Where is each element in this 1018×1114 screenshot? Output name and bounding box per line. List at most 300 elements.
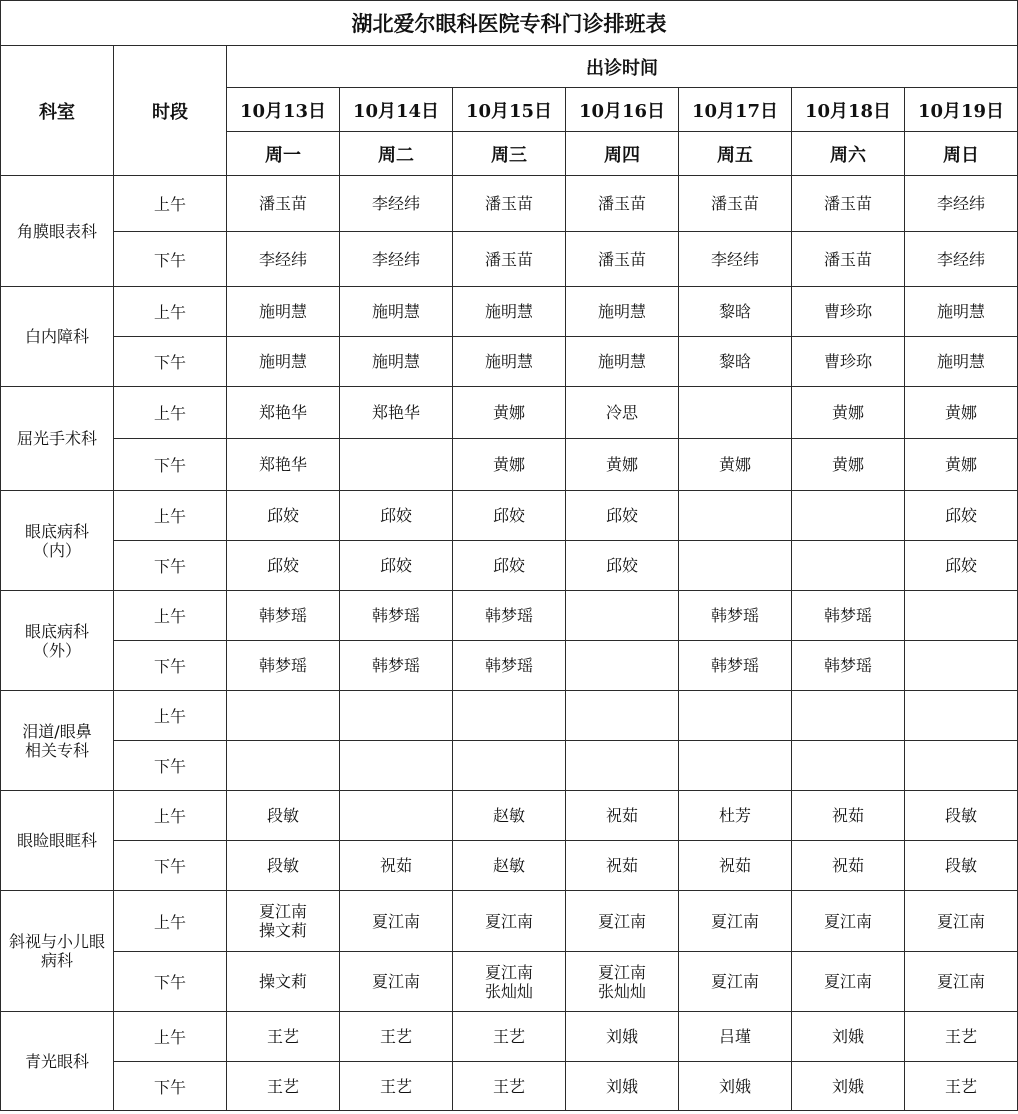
doctor-name: 夏江南 bbox=[597, 962, 646, 982]
doctor-name: 潘玉苗 bbox=[823, 194, 872, 213]
table-row bbox=[1, 891, 1018, 952]
doctor-name: 刘娥 bbox=[718, 1076, 751, 1096]
doctor-name: 夏江南 bbox=[823, 911, 872, 931]
doctor-cell bbox=[566, 841, 679, 891]
department-cell bbox=[1, 387, 114, 491]
period-cell: 上午 bbox=[114, 891, 227, 952]
period-cell: 上午 bbox=[114, 791, 227, 841]
table-row bbox=[1, 541, 1018, 591]
doctor-cell bbox=[679, 387, 792, 439]
doctor-cell bbox=[905, 491, 1018, 541]
doctor-cell bbox=[340, 232, 453, 287]
doctor-cell bbox=[453, 952, 566, 1012]
period-cell: 下午 bbox=[114, 841, 227, 891]
doctor-cell bbox=[679, 287, 792, 337]
doctor-cell bbox=[227, 287, 340, 337]
doctor-name: 刘娥 bbox=[831, 1076, 864, 1096]
doctor-cell bbox=[453, 287, 566, 337]
date-cell: 10月14日 bbox=[340, 88, 453, 132]
doctor-name: 施明慧 bbox=[484, 302, 533, 321]
doctor-cell bbox=[453, 741, 566, 791]
doctor-name: 夏江南 bbox=[710, 972, 759, 991]
doctor-name: 王艺 bbox=[492, 1027, 525, 1046]
doctor-cell bbox=[453, 491, 566, 541]
doctor-cell bbox=[453, 176, 566, 232]
doctor-cell bbox=[679, 541, 792, 591]
table-row bbox=[1, 741, 1018, 791]
doctor-cell bbox=[566, 232, 679, 287]
doctor-name: 段敏 bbox=[945, 806, 978, 825]
doctor-name: 韩梦瑶 bbox=[710, 656, 759, 675]
doctor-cell bbox=[340, 641, 453, 691]
doctor-name: 王艺 bbox=[266, 1027, 299, 1046]
doctor-cell bbox=[566, 541, 679, 591]
doctor-cell bbox=[227, 337, 340, 387]
doctor-name: 祝茹 bbox=[718, 856, 751, 875]
table-row bbox=[1, 287, 1018, 337]
date-cell: 10月18日 bbox=[792, 88, 905, 132]
department-name: 病科 bbox=[40, 951, 73, 970]
period-cell: 上午 bbox=[114, 176, 227, 232]
doctor-cell bbox=[679, 952, 792, 1012]
doctor-name: 邱姣 bbox=[379, 556, 412, 575]
doctor-name: 祝茹 bbox=[605, 806, 638, 825]
doctor-name: 韩梦瑶 bbox=[823, 656, 872, 675]
doctor-name: 夏江南 bbox=[597, 911, 646, 931]
department-name: 斜视与小儿眼 bbox=[8, 932, 105, 951]
doctor-cell bbox=[679, 841, 792, 891]
doctor-cell bbox=[792, 337, 905, 387]
weekday-cell: 周日 bbox=[905, 132, 1018, 176]
doctor-name: 王艺 bbox=[492, 1076, 525, 1096]
doctor-cell bbox=[340, 591, 453, 641]
doctor-name: 施明慧 bbox=[937, 352, 986, 371]
doctor-name: 潘玉苗 bbox=[597, 249, 646, 269]
doctor-name: 段敏 bbox=[266, 806, 299, 825]
doctor-cell bbox=[679, 691, 792, 741]
table-row bbox=[1, 387, 1018, 439]
doctor-cell bbox=[905, 791, 1018, 841]
date-cell: 10月15日 bbox=[453, 88, 566, 132]
doctor-cell bbox=[792, 1062, 905, 1111]
doctor-cell bbox=[340, 691, 453, 741]
doctor-cell bbox=[227, 791, 340, 841]
doctor-cell bbox=[566, 287, 679, 337]
doctor-cell bbox=[227, 841, 340, 891]
doctor-cell bbox=[905, 952, 1018, 1012]
doctor-cell bbox=[453, 541, 566, 591]
doctor-name: 刘娥 bbox=[605, 1027, 638, 1046]
table-row bbox=[1, 591, 1018, 641]
doctor-name: 夏江南 bbox=[371, 911, 420, 931]
department-name: 青光眼科 bbox=[24, 1051, 89, 1071]
weekday-cell: 周五 bbox=[679, 132, 792, 176]
doctor-cell bbox=[227, 641, 340, 691]
doctor-name: 夏江南 bbox=[937, 972, 986, 991]
doctor-name: 夏江南 bbox=[710, 911, 759, 931]
doctor-name: 王艺 bbox=[266, 1076, 299, 1096]
date-cell: 10月16日 bbox=[566, 88, 679, 132]
weekday-cell: 周一 bbox=[227, 132, 340, 176]
doctor-name: 张灿灿 bbox=[597, 981, 646, 1001]
doctor-name: 赵敏 bbox=[492, 806, 525, 825]
doctor-name: 夏江南 bbox=[823, 972, 872, 991]
table-row bbox=[1, 232, 1018, 287]
doctor-cell bbox=[905, 176, 1018, 232]
doctor-cell bbox=[566, 387, 679, 439]
doctor-cell bbox=[340, 791, 453, 841]
doctor-name: 李经纬 bbox=[258, 249, 307, 269]
department-name: （内） bbox=[32, 540, 81, 560]
doctor-name: 夏江南 bbox=[484, 911, 533, 931]
table-row bbox=[1, 337, 1018, 387]
doctor-name: 王艺 bbox=[379, 1027, 412, 1046]
doctor-cell bbox=[227, 491, 340, 541]
doctor-name: 邱姣 bbox=[266, 556, 299, 575]
doctor-name: 邱姣 bbox=[492, 556, 525, 575]
table-row bbox=[1, 491, 1018, 541]
header-row-1 bbox=[1, 46, 1018, 88]
period-header: 时段 bbox=[114, 46, 227, 176]
department-name: 眼睑眼眶科 bbox=[16, 831, 97, 850]
weekday-cell: 周六 bbox=[792, 132, 905, 176]
doctor-name: 潘玉苗 bbox=[258, 194, 307, 213]
doctor-name: 邱姣 bbox=[945, 556, 978, 575]
doctor-cell bbox=[453, 337, 566, 387]
doctor-name: 黄娜 bbox=[605, 455, 638, 474]
doctor-name: 夏江南 bbox=[484, 962, 533, 982]
doctor-name: 黎晗 bbox=[718, 352, 751, 371]
doctor-cell bbox=[227, 541, 340, 591]
period-cell: 下午 bbox=[114, 439, 227, 491]
period-cell: 上午 bbox=[114, 1012, 227, 1062]
department-cell bbox=[1, 891, 114, 1012]
doctor-cell bbox=[453, 691, 566, 741]
doctor-name: 冷思 bbox=[605, 403, 638, 422]
doctor-cell bbox=[566, 791, 679, 841]
doctor-cell bbox=[679, 641, 792, 691]
doctor-name: 李经纬 bbox=[937, 194, 986, 213]
doctor-cell bbox=[453, 891, 566, 952]
doctor-cell bbox=[566, 176, 679, 232]
doctor-cell bbox=[792, 591, 905, 641]
doctor-name: 潘玉苗 bbox=[823, 249, 872, 269]
doctor-name: 邱姣 bbox=[492, 506, 525, 525]
department-header: 科室 bbox=[1, 46, 114, 176]
doctor-name: 黄娜 bbox=[831, 403, 864, 422]
title-row bbox=[1, 1, 1018, 46]
doctor-cell bbox=[566, 439, 679, 491]
doctor-cell bbox=[453, 841, 566, 891]
doctor-cell bbox=[679, 1012, 792, 1062]
doctor-cell bbox=[227, 387, 340, 439]
doctor-cell bbox=[792, 541, 905, 591]
doctor-cell bbox=[227, 439, 340, 491]
doctor-name: 祝茹 bbox=[831, 806, 864, 825]
doctor-name: 段敏 bbox=[945, 856, 978, 875]
doctor-name: 黄娜 bbox=[718, 455, 751, 474]
date-cell: 10月19日 bbox=[905, 88, 1018, 132]
doctor-cell bbox=[566, 1012, 679, 1062]
doctor-cell bbox=[792, 287, 905, 337]
doctor-cell bbox=[227, 1012, 340, 1062]
doctor-cell bbox=[905, 741, 1018, 791]
doctor-name: 施明慧 bbox=[597, 302, 646, 321]
doctor-cell bbox=[792, 491, 905, 541]
department-name: 眼底病科 bbox=[24, 621, 89, 641]
doctor-name: 曹珍珎 bbox=[823, 352, 872, 371]
department-name: 白内障科 bbox=[24, 327, 89, 346]
doctor-cell bbox=[679, 491, 792, 541]
doctor-name: 刘娥 bbox=[605, 1076, 638, 1096]
doctor-name: 曹珍珎 bbox=[823, 302, 872, 321]
department-name: 相关专科 bbox=[24, 740, 89, 760]
table-row bbox=[1, 841, 1018, 891]
doctor-cell bbox=[566, 741, 679, 791]
doctor-cell bbox=[566, 491, 679, 541]
doctor-cell bbox=[227, 891, 340, 952]
doctor-name: 黄娜 bbox=[945, 455, 978, 474]
doctor-cell bbox=[340, 337, 453, 387]
doctor-cell bbox=[792, 1012, 905, 1062]
doctor-cell bbox=[792, 791, 905, 841]
table-row bbox=[1, 1062, 1018, 1111]
period-cell: 上午 bbox=[114, 287, 227, 337]
doctor-cell bbox=[340, 176, 453, 232]
period-cell: 下午 bbox=[114, 641, 227, 691]
doctor-name: 邱姣 bbox=[605, 556, 638, 575]
department-cell bbox=[1, 491, 114, 591]
table-row bbox=[1, 952, 1018, 1012]
doctor-cell bbox=[792, 439, 905, 491]
doctor-name: 施明慧 bbox=[597, 352, 646, 371]
doctor-cell bbox=[679, 891, 792, 952]
doctor-name: 施明慧 bbox=[937, 302, 986, 321]
doctor-name: 李经纬 bbox=[937, 249, 986, 269]
doctor-name: 吕瑾 bbox=[718, 1027, 751, 1046]
doctor-cell bbox=[905, 891, 1018, 952]
doctor-cell bbox=[905, 841, 1018, 891]
doctor-cell bbox=[227, 952, 340, 1012]
doctor-cell bbox=[566, 1062, 679, 1111]
doctor-name: 赵敏 bbox=[492, 856, 525, 875]
doctor-cell bbox=[679, 337, 792, 387]
table-row bbox=[1, 439, 1018, 491]
doctor-cell bbox=[679, 741, 792, 791]
doctor-name: 潘玉苗 bbox=[597, 194, 646, 213]
doctor-cell bbox=[905, 439, 1018, 491]
doctor-name: 邱姣 bbox=[945, 506, 978, 525]
doctor-cell bbox=[905, 641, 1018, 691]
doctor-name: 夏江南 bbox=[371, 972, 420, 991]
period-cell: 上午 bbox=[114, 691, 227, 741]
doctor-cell bbox=[792, 841, 905, 891]
doctor-name: 韩梦瑶 bbox=[371, 656, 420, 675]
weekday-cell: 周二 bbox=[340, 132, 453, 176]
department-name: 角膜眼表科 bbox=[16, 221, 97, 241]
department-cell bbox=[1, 591, 114, 691]
doctor-name: 郑艳华 bbox=[258, 403, 307, 422]
doctor-name: 祝茹 bbox=[831, 856, 864, 875]
doctor-name: 段敏 bbox=[266, 856, 299, 875]
doctor-cell bbox=[905, 1062, 1018, 1111]
doctor-name: 夏江南 bbox=[937, 911, 986, 931]
doctor-cell bbox=[227, 591, 340, 641]
schedule-header: 出诊时间 bbox=[227, 46, 1018, 88]
doctor-cell bbox=[679, 232, 792, 287]
doctor-cell bbox=[566, 952, 679, 1012]
doctor-cell bbox=[453, 439, 566, 491]
doctor-name: 邱姣 bbox=[266, 506, 299, 525]
period-cell: 下午 bbox=[114, 232, 227, 287]
doctor-name: 刘娥 bbox=[831, 1027, 864, 1046]
doctor-name: 黄娜 bbox=[492, 455, 525, 474]
doctor-name: 张灿灿 bbox=[484, 981, 533, 1001]
department-cell bbox=[1, 287, 114, 387]
doctor-cell bbox=[340, 1062, 453, 1111]
period-cell: 下午 bbox=[114, 741, 227, 791]
doctor-name: 操文莉 bbox=[258, 921, 307, 940]
doctor-cell bbox=[792, 741, 905, 791]
period-cell: 上午 bbox=[114, 387, 227, 439]
doctor-cell bbox=[905, 232, 1018, 287]
doctor-cell bbox=[905, 691, 1018, 741]
doctor-name: 韩梦瑶 bbox=[484, 606, 533, 625]
doctor-name: 王艺 bbox=[945, 1076, 978, 1096]
doctor-cell bbox=[792, 387, 905, 439]
doctor-cell bbox=[679, 439, 792, 491]
department-name: 泪道/眼鼻 bbox=[22, 721, 92, 741]
date-cell: 10月17日 bbox=[679, 88, 792, 132]
doctor-cell bbox=[679, 176, 792, 232]
doctor-name: 潘玉苗 bbox=[710, 194, 759, 213]
doctor-cell bbox=[340, 287, 453, 337]
doctor-cell bbox=[340, 1012, 453, 1062]
doctor-cell bbox=[227, 232, 340, 287]
doctor-cell bbox=[566, 591, 679, 641]
doctor-name: 郑艳华 bbox=[258, 455, 307, 474]
table-row bbox=[1, 641, 1018, 691]
department-cell bbox=[1, 176, 114, 287]
doctor-name: 祝茹 bbox=[605, 856, 638, 875]
department-cell bbox=[1, 791, 114, 891]
doctor-name: 王艺 bbox=[379, 1076, 412, 1096]
doctor-cell bbox=[340, 952, 453, 1012]
doctor-name: 潘玉苗 bbox=[484, 249, 533, 269]
doctor-cell bbox=[905, 287, 1018, 337]
period-cell: 下午 bbox=[114, 952, 227, 1012]
doctor-cell bbox=[792, 641, 905, 691]
doctor-cell bbox=[227, 176, 340, 232]
doctor-name: 潘玉苗 bbox=[484, 194, 533, 213]
department-name: 眼底病科 bbox=[24, 521, 89, 541]
doctor-cell bbox=[905, 591, 1018, 641]
doctor-cell bbox=[227, 691, 340, 741]
period-cell: 下午 bbox=[114, 541, 227, 591]
doctor-cell bbox=[340, 841, 453, 891]
doctor-name: 王艺 bbox=[945, 1027, 978, 1046]
table-row bbox=[1, 1012, 1018, 1062]
doctor-cell bbox=[679, 591, 792, 641]
doctor-cell bbox=[566, 691, 679, 741]
doctor-cell bbox=[227, 741, 340, 791]
doctor-name: 祝茹 bbox=[379, 856, 412, 875]
doctor-cell bbox=[340, 491, 453, 541]
doctor-name: 黄娜 bbox=[831, 455, 864, 474]
table-row bbox=[1, 791, 1018, 841]
doctor-cell bbox=[792, 891, 905, 952]
doctor-cell bbox=[905, 337, 1018, 387]
weekday-cell: 周三 bbox=[453, 132, 566, 176]
table-row bbox=[1, 176, 1018, 232]
doctor-name: 韩梦瑶 bbox=[484, 656, 533, 675]
doctor-name: 韩梦瑶 bbox=[371, 606, 420, 625]
doctor-name: 郑艳华 bbox=[371, 403, 420, 422]
doctor-cell bbox=[227, 1062, 340, 1111]
doctor-cell bbox=[566, 891, 679, 952]
doctor-cell bbox=[679, 1062, 792, 1111]
doctor-name: 施明慧 bbox=[484, 352, 533, 371]
doctor-name: 韩梦瑶 bbox=[710, 606, 759, 625]
doctor-name: 施明慧 bbox=[371, 302, 420, 321]
doctor-cell bbox=[792, 952, 905, 1012]
doctor-cell bbox=[453, 232, 566, 287]
doctor-cell bbox=[340, 439, 453, 491]
doctor-cell bbox=[453, 1012, 566, 1062]
doctor-cell bbox=[566, 337, 679, 387]
doctor-cell bbox=[453, 591, 566, 641]
doctor-cell bbox=[453, 791, 566, 841]
doctor-cell bbox=[453, 387, 566, 439]
table-row bbox=[1, 691, 1018, 741]
department-name: 屈光手术科 bbox=[16, 429, 97, 448]
doctor-name: 施明慧 bbox=[371, 352, 420, 371]
doctor-name: 黄娜 bbox=[492, 403, 525, 422]
weekday-cell: 周四 bbox=[566, 132, 679, 176]
doctor-name: 李经纬 bbox=[371, 249, 420, 269]
doctor-cell bbox=[340, 387, 453, 439]
department-cell bbox=[1, 691, 114, 791]
doctor-cell bbox=[905, 541, 1018, 591]
doctor-cell bbox=[566, 641, 679, 691]
doctor-name: 施明慧 bbox=[258, 302, 307, 321]
doctor-name: 施明慧 bbox=[258, 352, 307, 371]
department-cell bbox=[1, 1012, 114, 1111]
doctor-name: 杜芳 bbox=[718, 806, 751, 825]
doctor-name: 黄娜 bbox=[945, 403, 978, 422]
doctor-cell bbox=[679, 791, 792, 841]
date-cell: 10月13日 bbox=[227, 88, 340, 132]
doctor-name: 操文莉 bbox=[258, 972, 307, 991]
doctor-cell bbox=[792, 176, 905, 232]
doctor-name: 李经纬 bbox=[371, 194, 420, 213]
doctor-cell bbox=[792, 232, 905, 287]
doctor-cell bbox=[905, 387, 1018, 439]
period-cell: 上午 bbox=[114, 491, 227, 541]
period-cell: 下午 bbox=[114, 337, 227, 387]
doctor-cell bbox=[792, 691, 905, 741]
doctor-name: 邱姣 bbox=[379, 506, 412, 525]
doctor-cell bbox=[905, 1012, 1018, 1062]
doctor-cell bbox=[340, 541, 453, 591]
doctor-name: 李经纬 bbox=[710, 249, 759, 269]
doctor-name: 黎晗 bbox=[718, 302, 751, 321]
doctor-name: 韩梦瑶 bbox=[823, 606, 872, 625]
department-name: （外） bbox=[32, 640, 81, 660]
doctor-cell bbox=[340, 891, 453, 952]
doctor-name: 韩梦瑶 bbox=[258, 656, 307, 675]
period-cell: 下午 bbox=[114, 1062, 227, 1111]
